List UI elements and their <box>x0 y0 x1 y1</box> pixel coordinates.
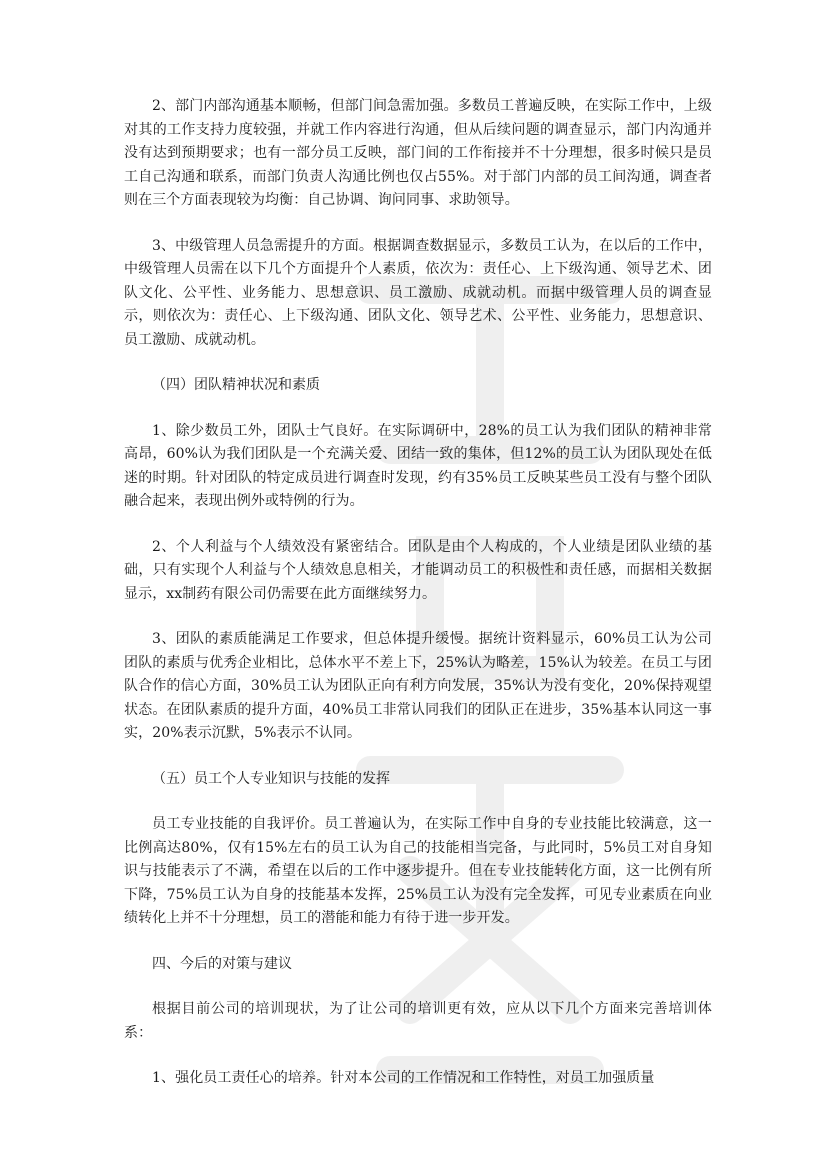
paragraph-personal-interest: 2、个人利益与个人绩效没有紧密结合。团队是由个人构成的，个人业绩是团队业绩的基础，只有实现个人利益与个人绩效息息相关，才能调动员工的积极性和责任感，而据相关数据显示，xx制药有限公司仍需要在此方面继续努力。 <box>124 538 712 602</box>
paragraph-responsibility: 1、强化员工责任心的培养。针对本公司的工作情况和工作特性，对员工加强质量 <box>152 1070 655 1086</box>
paragraph-middle-management: 3、中级管理人员急需提升的方面。根据调查数据显示，多数员工认为，在以后的工作中，中级管理人员需在以下几个方面提升个人素质，依次为：责任心、上下级沟通、领导艺术、团队文化、公平性、业务能力、思想意识、员工激励、成就动机。而据中级管理人员的调查显示，则依次为：责任心、上下级沟通、团队文化、领导艺术、公平性、业务能力，思想意识、员工激励、成就动机。 <box>124 237 712 348</box>
paragraph-team-quality: 3、团队的素质能满足工作要求，但总体提升缓慢。据统计资料显示，60%员工认为公司团队的素质与优秀企业相比，总体水平不差上下，25%认为略差，15%认为较差。在员工与团队合作的信心方面，30%员工认为团队正向有利方向发展，35%认为没有变化，20%保持观望状态。在团队素质的提升方面，40%员工非常认同我们的团队正在进步，35%基本认同这一事实，20%表示沉默，5%表示不认同。 <box>124 631 712 741</box>
section-heading-suggestions: 四、今后的对策与建议 <box>152 955 292 972</box>
section-heading-professional-skills: （五）员工个人专业知识与技能的发挥 <box>152 770 390 787</box>
paragraph-team-morale: 1、除少数员工外，团队士气良好。在实际调研中，28%的员工认为我们团队的精神非常高昂，60%认为我们团队是一个充满关爱、团结一致的集体，但12%的员工认为团队现处在低迷的时期。针对团队的特定成员进行调查时发现，约有35%员工反映某些员工没有与整个团队融合起来，表现出例外或特例的行为。 <box>124 422 712 509</box>
paragraph-skill-evaluation: 员工专业技能的自我评价。员工普遍认为，在实际工作中自身的专业技能比较满意，这一比例高达80%，仅有15%左右的员工认为自己的技能相当完备，与此同时，5%员工对自身知识与技能表示了不满，希望在以后的工作中逐步提升。但在专业技能转化方面，这一比例有所下降，75%员工认为自身的技能基本发挥，25%员工认为没有完全发挥，可见专业素质在向业绩转化上并不十分理想，员工的潜能和能力有待于进一步开发。 <box>124 816 712 926</box>
document-body <box>124 95 712 1113</box>
paragraph-dept-communication: 2、部门内部沟通基本顺畅，但部门间急需加强。多数员工普遍反映，在实际工作中，上级对其的工作支持力度较强，并就工作内容进行沟通，但从后续问题的调查显示，部门内沟通并没有达到预期要求；也有一部分员工反映，部门间的工作衔接并不十分理想，很多时候只是员工自己沟通和联系，而部门负责人沟通比例也仅占55%。对于部门内部的员工间沟通，调查者则在三个方面表现较为均衡：自己协调、询问同事、求助领导。 <box>124 98 712 208</box>
paragraph-training-intro: 根据目前公司的培训现状，为了让公司的培训更有效，应从以下几个方面来完善培训体系： <box>124 1001 712 1041</box>
section-heading-team-spirit: （四）团队精神状况和素质 <box>152 377 320 393</box>
